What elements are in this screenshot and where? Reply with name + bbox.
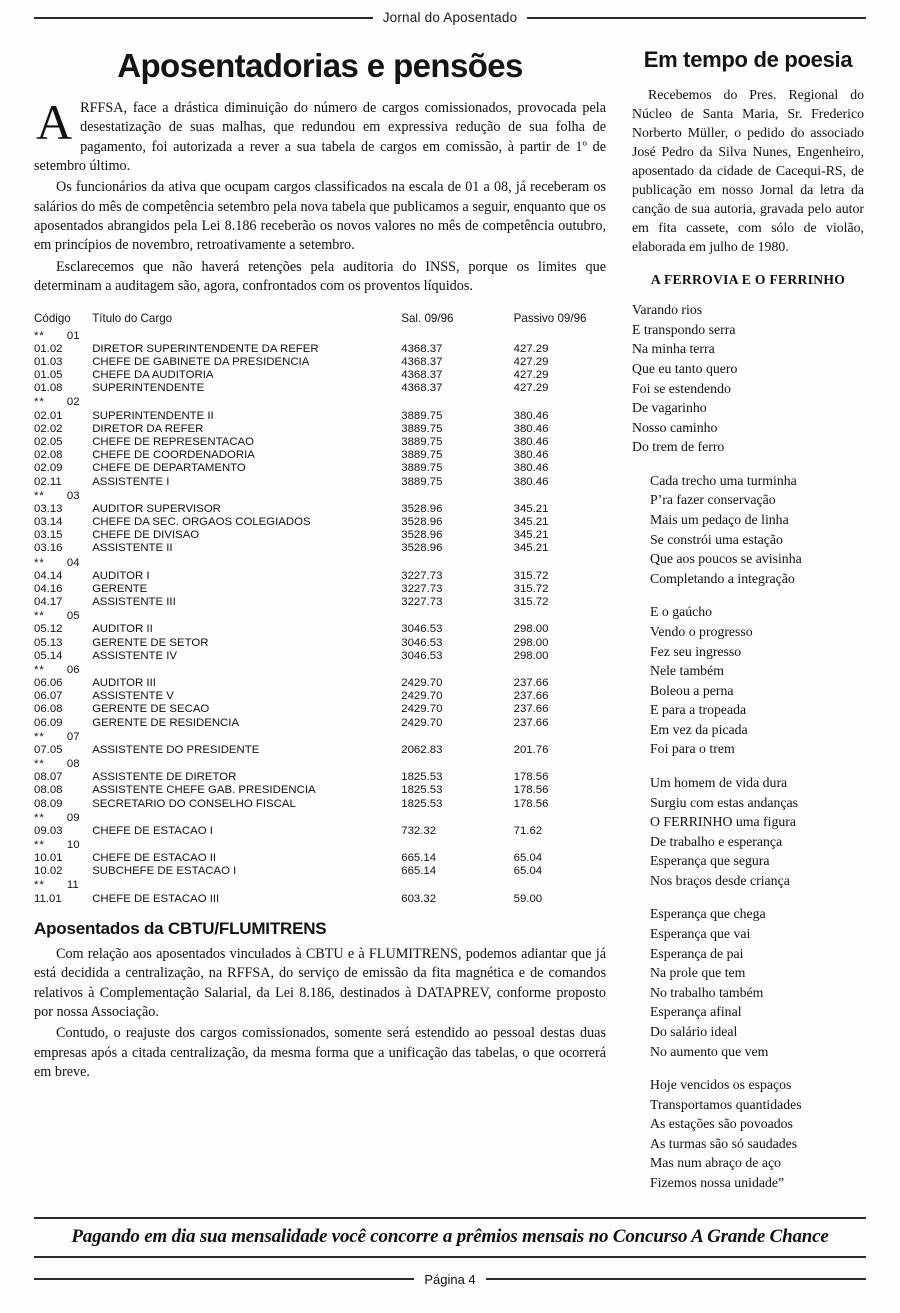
poem-line: No aumento que vem <box>650 1043 769 1059</box>
cell-salario: 665.14 <box>401 865 437 878</box>
cell-salario: 4368.37 <box>401 382 443 395</box>
group-spacer-pas <box>506 837 606 851</box>
table-row <box>34 462 606 475</box>
cell-passivo: 178.56 <box>513 771 549 784</box>
cell-passivo: 427.29 <box>513 369 549 382</box>
cell-title: AUDITOR SUPERVISOR <box>92 502 221 515</box>
cell-code: 07.05 <box>34 743 63 756</box>
table-group-row <box>34 488 606 502</box>
cell-title: SUPERINTENDENTE <box>92 382 205 395</box>
table-row <box>34 852 606 865</box>
cell-code: 02.02 <box>34 422 63 435</box>
table-row <box>34 676 606 689</box>
cell-code: 02.08 <box>34 449 63 462</box>
table-group-row <box>34 662 606 676</box>
cell-salario: 3528.96 <box>401 529 443 542</box>
cell-code: 03.14 <box>34 516 63 529</box>
cell-title: CHEFE DA AUDITORIA <box>92 369 214 382</box>
cell-salario: 3889.75 <box>401 436 443 449</box>
poem-line: Do salário ideal <box>650 1023 738 1039</box>
group-spacer-pas <box>506 609 606 623</box>
table-group-row <box>34 328 606 342</box>
footer-rule-right <box>486 1278 866 1280</box>
table-row <box>34 515 606 528</box>
table-row <box>34 865 606 878</box>
group-marker: ** 03 <box>34 489 80 502</box>
table-row <box>34 596 606 609</box>
cell-title: ASSISTENTE II <box>92 542 173 555</box>
cell-code: 06.09 <box>34 716 63 729</box>
cell-passivo: 298.00 <box>513 649 549 662</box>
poem-stanza <box>632 904 864 1061</box>
cell-code: 10.01 <box>34 852 63 865</box>
table-row <box>34 529 606 542</box>
promo-banner <box>34 1217 866 1258</box>
cell-passivo: 345.21 <box>513 542 549 555</box>
group-marker: ** 04 <box>34 556 80 569</box>
cell-passivo: 345.21 <box>513 529 549 542</box>
cell-salario: 2062.83 <box>401 743 443 756</box>
table-row <box>34 449 606 462</box>
table-row <box>34 824 606 837</box>
group-spacer <box>92 328 393 342</box>
cell-code: 05.12 <box>34 623 63 636</box>
group-spacer-pas <box>506 328 606 342</box>
poem-stanza <box>632 773 864 890</box>
cell-code: 10.02 <box>34 865 63 878</box>
cell-passivo: 237.66 <box>513 716 549 729</box>
poetry-intro: Recebemos do Pres. Regional do Núcleo de Santa Maria, Sr. Frederico Norberto Müller, o pedido do associado José Pedro da Silva Nunes, Engenheiro, aposentado da cidade de Cacequi-RS, de publicação em nosso Jornal da letra da canção de sua autoria, gravada pelo autor em fita cassete, com sólo de violão, elaborada em julho de 1980. <box>632 87 864 255</box>
cell-passivo: 237.66 <box>513 703 549 716</box>
table-group-row <box>34 837 606 851</box>
table-row <box>34 636 606 649</box>
cell-title: CHEFE DE GABINETE DA PRESIDENCIA <box>92 356 310 368</box>
poem-line: Foi para o trem <box>650 741 735 757</box>
poem-stanza <box>632 602 864 759</box>
group-marker: ** 07 <box>34 730 80 743</box>
cell-code: 02.01 <box>34 409 63 422</box>
cell-passivo: 345.21 <box>513 516 549 529</box>
article-first-paragraph-text: RFFSA, face a drástica diminuição do número de cargos comissionados, provocada pela desestatização de suas malhas, que redundou em expressiva redução de sua folha de pagamento, foi autorizada a rever a sua tabela de cargos em comissão, à partir de 1º de setembro último. <box>34 100 606 174</box>
table-row <box>34 502 606 515</box>
cell-title: GERENTE <box>92 582 148 595</box>
group-spacer-sal <box>393 395 505 409</box>
salary-table-body <box>34 328 606 905</box>
cell-code: 09.03 <box>34 824 63 837</box>
cell-title: ASSISTENTE III <box>92 596 176 609</box>
cell-passivo: 380.46 <box>513 449 549 462</box>
group-marker: ** 08 <box>34 757 80 770</box>
cell-code: 04.17 <box>34 596 63 609</box>
poem-line: Um homem de vida dura <box>650 775 788 790</box>
columns-container <box>0 25 900 1207</box>
table-row <box>34 784 606 797</box>
article-paragraph-3: Esclarecemos que não haverá retenções pela auditoria do INSS, porque os limites que determinam a auditagem são, agora, confrontados com os proventos líquidos. <box>34 258 606 294</box>
cell-title: GERENTE DE RESIDENCIA <box>92 716 240 729</box>
table-row <box>34 690 606 703</box>
cell-passivo: 237.66 <box>513 677 549 690</box>
poem-line: Do trem de ferro <box>632 439 725 455</box>
cell-salario: 4368.37 <box>401 356 443 368</box>
section-subhead: Aposentados da CBTU/FLUMITRENS <box>34 919 327 939</box>
group-spacer <box>92 729 393 743</box>
salary-table <box>34 312 606 905</box>
table-row <box>34 582 606 595</box>
article-paragraph-2: Os funcionários da ativa que ocupam cargos classificados na escala de 01 a 08, já receberam os salários do mês de competência setembro pela nova tabela que publicamos a seguir, enquanto que os aposentados abrangidos pela Lei 8.186 receberão os novos valores no mês de competência outubro, em princípios de novembro, retroativamente a setembro. <box>34 179 606 254</box>
cell-title: GERENTE DE SECAO <box>92 703 210 716</box>
group-spacer-sal <box>393 878 505 892</box>
cell-code: 03.16 <box>34 542 63 555</box>
group-marker: ** 11 <box>34 879 79 892</box>
header-codigo: Código <box>34 312 71 326</box>
group-spacer <box>92 488 393 502</box>
cell-title: DIRETOR SUPERINTENDENTE DA REFER <box>92 342 319 355</box>
group-spacer-pas <box>506 662 606 676</box>
group-spacer-pas <box>506 810 606 824</box>
poem-line: Nele também <box>650 663 724 679</box>
article-headline: Aposentadorias e pensões <box>117 47 523 84</box>
cell-salario: 603.32 <box>401 892 437 905</box>
group-spacer-sal <box>393 555 505 569</box>
table-row <box>34 569 606 582</box>
poem-line: Transportamos quantidades <box>650 1096 802 1112</box>
cell-salario: 3889.75 <box>401 449 443 462</box>
table-row <box>34 475 606 488</box>
cell-passivo: 201.76 <box>513 743 549 756</box>
poem-line: Na prole que tem <box>650 965 746 981</box>
poem-stanza <box>632 471 864 588</box>
group-spacer-sal <box>393 609 505 623</box>
cell-code: 08.07 <box>34 771 63 784</box>
cell-title: ASSISTENTE V <box>92 690 174 703</box>
poem-line: Foi se estendendo <box>632 380 731 396</box>
running-head <box>0 0 900 25</box>
poem-line: Que aos poucos se avisinha <box>650 551 802 567</box>
poem-line: Varando rios <box>632 302 703 318</box>
poem-line: Vendo o progresso <box>650 623 753 639</box>
cell-code: 01.02 <box>34 342 63 355</box>
cell-salario: 3528.96 <box>401 516 443 529</box>
cell-salario: 665.14 <box>401 852 437 865</box>
cell-title: ASSISTENTE CHEFE GAB. PRESIDENCIA <box>92 784 316 797</box>
poetry-headline: Em tempo de poesia <box>643 47 853 72</box>
table-row <box>34 542 606 555</box>
cell-title: AUDITOR II <box>92 623 153 636</box>
cell-salario: 3227.73 <box>401 596 443 609</box>
table-row <box>34 382 606 395</box>
table-group-row <box>34 555 606 569</box>
group-spacer-pas <box>506 488 606 502</box>
table-row <box>34 369 606 382</box>
table-row <box>34 355 606 368</box>
poem-line: De trabalho e esperança <box>650 833 783 849</box>
article-paragraph-5: Contudo, o reajuste dos cargos comissionados, somente será estendido ao pessoal destas duas empresas após a citada centralização, da mesma forma que a unificação das tabelas, o que ocorrerá em breve. <box>34 1025 606 1081</box>
cell-salario: 4368.37 <box>401 342 443 355</box>
table-group-row <box>34 756 606 770</box>
group-spacer <box>92 395 393 409</box>
cell-passivo: 178.56 <box>513 784 549 797</box>
table-row <box>34 342 606 355</box>
cell-passivo: 380.46 <box>513 462 549 475</box>
poem-line: Completando a integração <box>650 570 795 586</box>
table-row <box>34 422 606 435</box>
poem-stanza <box>632 300 864 457</box>
group-spacer-sal <box>393 729 505 743</box>
cell-code: 02.05 <box>34 436 63 449</box>
group-spacer <box>92 555 393 569</box>
article-paragraph-4: Com relação aos aposentados vinculados à CBTU e à FLUMITRENS, podemos adiantar que já está decidida a centralização, na RFFSA, do serviço de emissão da fita magnética e de comandos relativos à Complementação Salarial, da Lei 8.186, destinados à DATAPREV, conforme proposto por nossa Associação. <box>34 946 606 1021</box>
cell-code: 05.13 <box>34 636 63 649</box>
running-head-rule-right <box>527 17 866 19</box>
group-marker: ** 06 <box>34 663 80 676</box>
table-row <box>34 649 606 662</box>
group-spacer <box>92 837 393 851</box>
poem-stanza <box>632 1075 864 1192</box>
table-group-row <box>34 878 606 892</box>
salary-table-wrapper <box>34 312 606 905</box>
cell-title: ASSISTENTE IV <box>92 649 178 662</box>
cell-passivo: 380.46 <box>513 409 549 422</box>
group-spacer-pas <box>506 878 606 892</box>
poem-title: A FERROVIA E O FERRINHO <box>650 272 846 288</box>
group-marker: ** 01 <box>34 329 80 342</box>
poem-line: Que eu tanto quero <box>632 361 738 377</box>
cell-salario: 4368.37 <box>401 369 443 382</box>
cell-passivo: 298.00 <box>513 636 549 649</box>
table-group-row <box>34 729 606 743</box>
poem-line: O FERRINHO uma figura <box>650 814 796 830</box>
poem-line: Esperança que vai <box>650 926 751 942</box>
cell-passivo: 71.62 <box>513 824 543 837</box>
cell-title: SECRETARIO DO CONSELHO FISCAL <box>92 797 296 810</box>
table-row <box>34 409 606 422</box>
poem-line: Hoje vencidos os espaços <box>650 1077 792 1093</box>
cell-code: 02.09 <box>34 462 63 475</box>
table-row <box>34 435 606 448</box>
group-spacer-sal <box>393 837 505 851</box>
group-spacer <box>92 662 393 676</box>
group-spacer <box>92 609 393 623</box>
cell-passivo: 178.56 <box>513 797 549 810</box>
cell-code: 03.13 <box>34 502 63 515</box>
poem-line: De vagarinho <box>632 400 707 416</box>
poem-line: Boleou a perna <box>650 682 734 698</box>
promo-banner-text: Pagando em dia sua mensalidade você concorre a prêmios mensais no Concurso A Grande Chance <box>71 1225 829 1247</box>
group-spacer-sal <box>393 488 505 502</box>
table-group-row <box>34 609 606 623</box>
group-spacer-pas <box>506 729 606 743</box>
poem-line: Surgiu com estas andanças <box>650 794 799 810</box>
cell-code: 06.07 <box>34 690 63 703</box>
table-row <box>34 771 606 784</box>
group-marker: ** 02 <box>34 396 80 409</box>
cell-title: SUPERINTENDENTE II <box>92 409 214 422</box>
cell-title: CHEFE DE DIVISAO <box>92 529 200 542</box>
poem-line: As turmas são só saudades <box>650 1135 798 1151</box>
cell-code: 03.15 <box>34 529 63 542</box>
salary-table-header-row <box>34 312 606 328</box>
cell-code: 01.03 <box>34 356 63 368</box>
cell-title: CHEFE DE ESTACAO I <box>92 824 213 837</box>
table-row <box>34 892 606 905</box>
poem-line: E para a tropeada <box>650 702 747 718</box>
header-titulo: Título do Cargo <box>92 312 173 326</box>
cell-salario: 2429.70 <box>401 677 443 690</box>
cell-code: 08.08 <box>34 784 63 797</box>
cell-code: 06.06 <box>34 677 63 690</box>
cell-passivo: 345.21 <box>513 502 549 515</box>
cell-title: CHEFE DE ESTACAO II <box>92 852 217 865</box>
poem-line: Esperança que segura <box>650 853 770 869</box>
cell-passivo: 427.29 <box>513 382 549 395</box>
table-row <box>34 623 606 636</box>
table-row <box>34 743 606 756</box>
running-head-rule-left <box>34 17 373 19</box>
group-spacer <box>92 756 393 770</box>
cell-passivo: 65.04 <box>513 852 543 865</box>
cell-passivo: 298.00 <box>513 623 549 636</box>
table-group-row <box>34 810 606 824</box>
cell-passivo: 65.04 <box>513 865 543 878</box>
cell-title: AUDITOR III <box>92 677 156 690</box>
cell-title: ASSISTENTE DE DIRETOR <box>92 771 237 784</box>
poem-stanzas <box>632 300 864 1192</box>
poem-line: Fizemos nossa unidade” <box>650 1174 785 1190</box>
group-spacer-pas <box>506 756 606 770</box>
poem-line: As estações são povoados <box>650 1116 793 1132</box>
cell-title: ASSISTENTE DO PRESIDENTE <box>92 743 260 756</box>
poem-line: Nosso caminho <box>632 419 718 435</box>
cell-code: 08.09 <box>34 797 63 810</box>
poem-line: E transpondo serra <box>632 321 736 337</box>
table-row <box>34 703 606 716</box>
table-row <box>34 716 606 729</box>
cell-salario: 3889.75 <box>401 409 443 422</box>
cell-passivo: 315.72 <box>513 596 549 609</box>
cell-salario: 2429.70 <box>401 690 443 703</box>
group-marker: ** 10 <box>34 838 80 851</box>
article-first-paragraph <box>34 94 606 176</box>
cell-salario: 3528.96 <box>401 502 443 515</box>
cell-code: 04.16 <box>34 582 63 595</box>
page-footer <box>0 1258 900 1287</box>
cell-code: 04.14 <box>34 569 63 582</box>
cell-salario: 3889.75 <box>401 462 443 475</box>
cell-title: DIRETOR DA REFER <box>92 422 204 435</box>
cell-title: ASSISTENTE I <box>92 475 170 488</box>
poem-line: Esperança afinal <box>650 1004 742 1020</box>
poem-line: Mas num abraço de aço <box>650 1155 782 1171</box>
group-marker: ** 05 <box>34 610 80 623</box>
group-spacer-pas <box>506 555 606 569</box>
group-marker: ** 09 <box>34 811 80 824</box>
cell-title: CHEFE DA SEC. ORGAOS COLEGIADOS <box>92 516 311 529</box>
poem-line: P’ra fazer conservação <box>650 492 776 508</box>
group-spacer-sal <box>393 810 505 824</box>
right-column <box>632 33 864 1207</box>
cell-passivo: 315.72 <box>513 582 549 595</box>
page-number: Página 4 <box>424 1271 476 1287</box>
cell-passivo: 380.46 <box>513 475 549 488</box>
cell-code: 11.01 <box>34 892 62 905</box>
poem-line: Em vez da picada <box>650 721 748 737</box>
table-group-row <box>34 395 606 409</box>
poem-line: Na minha terra <box>632 341 715 357</box>
poem-line: Fez seu ingresso <box>650 643 742 659</box>
cell-passivo: 380.46 <box>513 436 549 449</box>
cell-salario: 1825.53 <box>401 784 443 797</box>
cell-salario: 3889.75 <box>401 475 443 488</box>
cell-title: CHEFE DE DEPARTAMENTO <box>92 462 246 475</box>
cell-salario: 3046.53 <box>401 623 443 636</box>
cell-passivo: 427.29 <box>513 356 549 368</box>
cell-passivo: 237.66 <box>513 690 549 703</box>
header-passivo: Passivo 09/96 <box>513 312 587 326</box>
group-spacer-sal <box>393 756 505 770</box>
cell-salario: 3227.73 <box>401 582 443 595</box>
table-row <box>34 797 606 810</box>
poem-line: No trabalho também <box>650 984 764 1000</box>
salary-table-head <box>34 312 606 328</box>
group-spacer-sal <box>393 662 505 676</box>
left-column <box>34 33 606 1207</box>
cell-code: 01.08 <box>34 382 63 395</box>
cell-salario: 1825.53 <box>401 771 443 784</box>
cell-salario: 3528.96 <box>401 542 443 555</box>
cell-salario: 1825.53 <box>401 797 443 810</box>
cell-title: CHEFE DE ESTACAO III <box>92 892 220 905</box>
group-spacer <box>92 878 393 892</box>
cell-salario: 3227.73 <box>401 569 443 582</box>
cell-code: 01.05 <box>34 369 63 382</box>
cell-passivo: 315.72 <box>513 569 549 582</box>
cell-salario: 3046.53 <box>401 649 443 662</box>
cell-title: SUBCHEFE DE ESTACAO I <box>92 865 237 878</box>
poem-line: Esperança de pai <box>650 945 744 961</box>
cell-salario: 3046.53 <box>401 636 443 649</box>
cell-salario: 2429.70 <box>401 716 443 729</box>
poem-line: Mais um pedaço de linha <box>650 512 789 528</box>
cell-title: AUDITOR I <box>92 569 150 582</box>
poem-line: E o gaúcho <box>650 604 713 620</box>
cell-code: 05.14 <box>34 649 63 662</box>
poem-line: Se constrói uma estação <box>650 531 783 547</box>
cell-title: GERENTE DE SETOR <box>92 636 209 649</box>
poem-line: Esperança que chega <box>650 906 766 922</box>
group-spacer-sal <box>393 328 505 342</box>
cell-title: CHEFE DE REPRESENTACAO <box>92 436 255 449</box>
cell-salario: 3889.75 <box>401 422 443 435</box>
cell-passivo: 427.29 <box>513 342 549 355</box>
cell-salario: 2429.70 <box>401 703 443 716</box>
cell-code: 06.08 <box>34 703 63 716</box>
drop-cap: A <box>36 94 73 150</box>
running-head-title: Jornal do Aposentado <box>382 10 518 25</box>
footer-rule-left <box>34 1278 414 1280</box>
cell-passivo: 59.00 <box>513 892 543 905</box>
poem-line: Nos braços desde criança <box>650 872 790 888</box>
poem-line: Cada trecho uma turminha <box>650 472 797 488</box>
cell-title: CHEFE DE COORDENADORIA <box>92 449 255 462</box>
cell-salario: 732.32 <box>401 824 437 837</box>
group-spacer-pas <box>506 395 606 409</box>
header-salario: Sal. 09/96 <box>401 312 454 326</box>
cell-code: 02.11 <box>34 475 62 488</box>
group-spacer <box>92 810 393 824</box>
cell-passivo: 380.46 <box>513 422 549 435</box>
